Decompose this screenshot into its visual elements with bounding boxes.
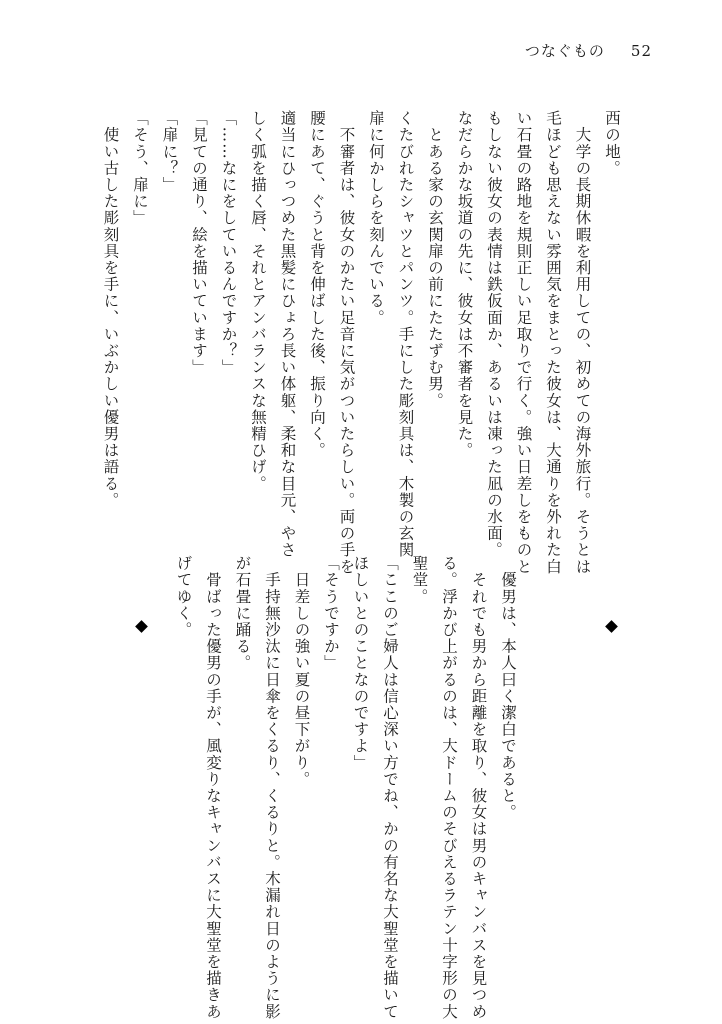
text-line: 腰にあて、ぐうと背を伸ばした後、振り向く。: [308, 110, 326, 459]
text-line: る。浮かび上がるのは、大ドームのそびえるラテン十字形の大: [440, 555, 458, 1020]
text-line: 「見ての通り、絵を描いています」: [190, 110, 208, 376]
text-line: 大学の長期休暇を利用しての、初めての海外旅行。そうとは: [573, 110, 592, 575]
text-line: 手持無沙汰に日傘をくるり、くるりと。木漏れ日のように影: [263, 555, 281, 1020]
text-line: 日差しの強い夏の昼下がり。: [292, 555, 311, 788]
text-line: 不審者は、彼女のかたい足音に気がついたらしい。両の手を: [337, 110, 356, 575]
text-line: くたびれたシャツとパンツ。手にした彫刻具は、木製の玄関: [396, 110, 415, 559]
text-line: もしない彼女の表情は鉄仮面か、あるいは凍った凪の水面。: [485, 110, 503, 559]
text-line: 「そうですか」: [322, 555, 340, 672]
text-line: 「扉に？」: [160, 110, 179, 193]
text-line: とある家の玄関扉の前にたたずむ男。: [426, 110, 444, 409]
text-line: 聖堂。: [410, 555, 429, 605]
page-number: 52: [630, 42, 652, 60]
page-header: [525, 40, 652, 61]
text-line: しく弧を描く唇、それとアンバランスな無精ひげ。: [249, 110, 267, 492]
text-line: 毛ほども思えない雰囲気をまとった彼女は、大通りを外れた白: [544, 110, 562, 575]
text-line: 「そう、扉に」: [131, 110, 149, 227]
text-line: 使い古した彫刻具を手に、いぶかしい優男は語る。: [101, 110, 120, 509]
text-line: なだらかな坂道の先に、彼女は不審者を見た。: [455, 110, 474, 459]
text-line: 「ここのご婦人は信心深い方でね、かの有名な大聖堂を描いて: [381, 555, 399, 1020]
right-diamond-marker: [605, 620, 618, 633]
chapter-title: つなぐもの: [524, 42, 605, 60]
text-line: 優男は、本人曰く潔白であると。: [499, 555, 517, 821]
text-line: げてゆく。: [174, 555, 193, 638]
text-line: それでも男から距離を取り、彼女は男のキャンバスを見つめ: [469, 555, 488, 1020]
text-line: 西の地。: [603, 110, 621, 177]
text-line: 「……なにをしているんですか？」: [219, 110, 238, 376]
left-diamond-marker: [135, 620, 148, 633]
lower-text-block: [168, 555, 522, 1020]
text-line: が石畳に踊る。: [233, 555, 252, 672]
text-line: 骨ばった優男の手が、風変りなキャンバスに大聖堂を描きあ: [204, 555, 222, 1020]
text-line: い石畳の路地を規則正しい足取りで行く。強い日差しをものと: [514, 110, 533, 575]
text-line: 適当にひっつめた黒髪にひょろ長い体躯、柔和な目元、やさ: [278, 110, 297, 559]
text-line: 扉に何かしらを刻んでいる。: [367, 110, 385, 326]
upper-text-block: [95, 110, 626, 575]
text-line: ほしいとのことなのですよ」: [351, 555, 370, 771]
